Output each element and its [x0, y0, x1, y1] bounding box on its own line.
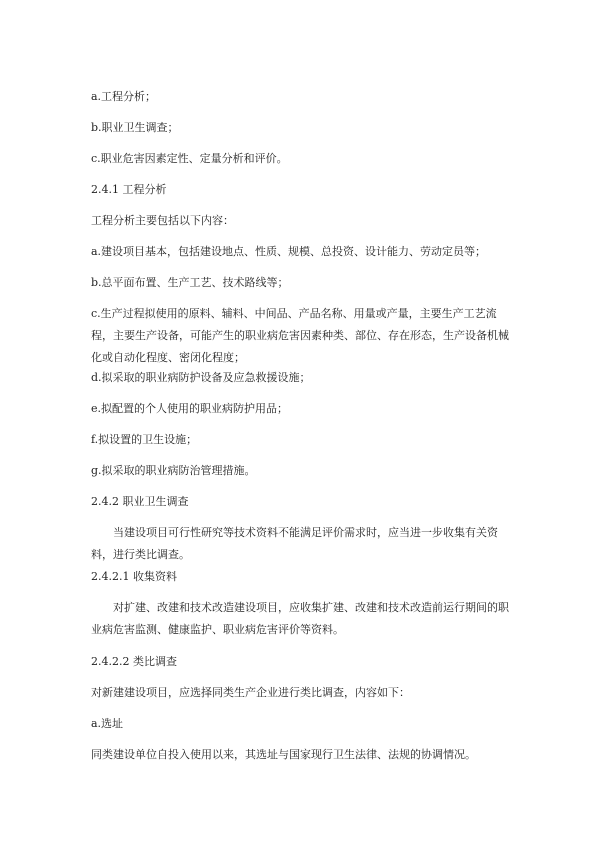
list-item-f: f.拟设置的卫生设施； [91, 433, 198, 446]
paragraph: 工程分析主要包括以下内容： [91, 214, 234, 227]
paragraph: 对新建建设项目，应选择同类生产企业进行类比调查，内容如下： [91, 686, 410, 699]
paragraph: 当建设项目可行性研究等技术资料不能满足评价需求时，应当进一步收集有关资料，进行类比调查。 [91, 526, 498, 561]
list-item-g: g.拟采取的职业病防治管理措施。 [91, 464, 256, 477]
section-heading-2-4-2-1: 2.4.2.1 收集资料 [91, 570, 177, 583]
section-heading-2-4-1: 2.4.1 工程分析 [91, 183, 167, 196]
list-item-a: a.选址 [91, 717, 124, 730]
list-item-b: b.职业卫生调查； [91, 121, 179, 134]
list-item-c: c.职业危害因素定性、定量分析和评价。 [91, 152, 288, 165]
list-item-a: a.工程分析； [91, 90, 157, 103]
list-item-a: a.建设项目基本，包括建设地点、性质、规模、总投资、设计能力、劳动定员等； [91, 245, 487, 258]
list-item-c: c.生产过程拟使用的原料、辅料、中间品、产品名称、用量或产量，主要生产工艺流程，主要生产设备，可能产生的职业病危害因素种类、部位、存在形态，生产设备机械化或自动化程度、密闭化程度； [91, 307, 509, 364]
section-heading-2-4-2: 2.4.2 职业卫生调查 [91, 495, 189, 508]
paragraph: 对扩建、改建和技术改造建设项目，应收集扩建、改建和技术改造前运行期间的职业病危害监测、健康监护、职业病危害评价等资料。 [91, 601, 509, 636]
list-item-b: b.总平面布置、生产工艺、技术路线等； [91, 276, 289, 289]
list-item-d: d.拟采取的职业病防护设备及应急救援设施； [91, 371, 311, 384]
list-item-e: e.拟配置的个人使用的职业病防护用品； [91, 402, 289, 415]
section-heading-2-4-2-2: 2.4.2.2 类比调查 [91, 655, 177, 668]
paragraph: 同类建设单位自投入使用以来，其选址与国家现行卫生法律、法规的协调情况。 [91, 748, 476, 761]
